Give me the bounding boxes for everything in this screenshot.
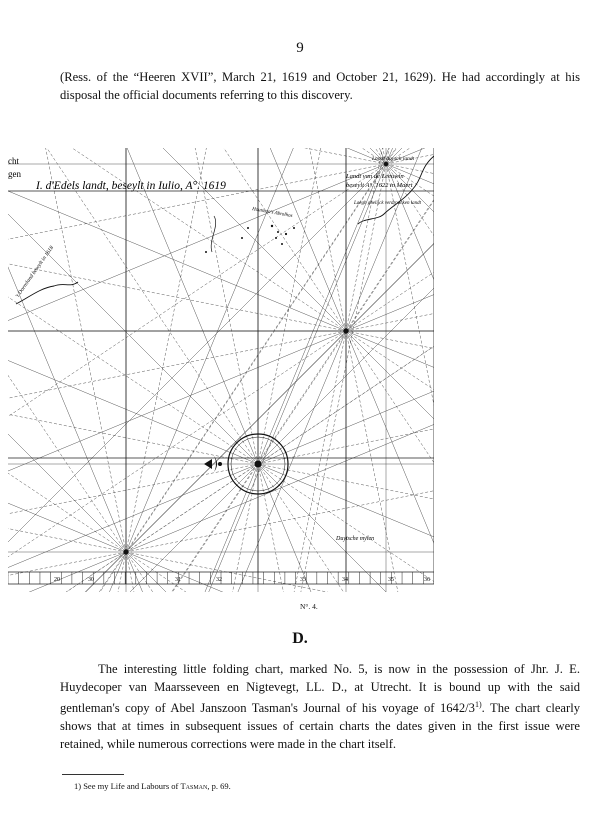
chart-figure [8,148,434,592]
rhumb-line [258,464,395,592]
footnote-suffix: , p. 69. [207,781,231,791]
rhumb-line [8,331,346,468]
main-paragraph-text-a: The interesting little folding chart, marked No. 5, is now in the possession of Jhr. J. E. Huydecoper van Maarsseveen en Nigtevegt, LL. D., at Utrecht. It is bound up with the said gentleman's copy of Abel Janszoon Tasman's Journal of his voyage of 1642/3 [60,662,580,716]
figure-caption: N°. 4. [300,602,318,611]
rhumb-line [8,148,386,164]
chart-title: I. d'Edels landt, beseylt in Iulio, A°. 1619 [36,180,226,192]
label-coast: 't Dorreland beseylt in 1618 [14,245,56,300]
grid-lines [8,148,434,584]
scale-number: 20 [54,577,60,583]
rhumb-line [209,148,346,331]
scale-number: 35 [388,577,394,583]
scale-number: 31 [175,577,181,583]
label-left-second: gen [8,169,21,179]
rhumb-line [121,148,258,464]
label-islands: Houtman's Abrolhos [251,207,293,220]
rhumb-line [346,331,434,468]
rhumb-line [8,464,258,592]
rhumb-line [8,464,258,592]
rhumb-line [8,464,258,592]
rhumb-line [8,148,386,164]
footnote-prefix: 1) See my Life and Labours of [74,781,179,791]
rhumb-line [8,164,386,553]
compass-rose-upper [344,329,349,334]
rhumb-line [8,331,346,592]
scale-number: 33 [300,577,306,583]
rhumb-line [8,164,386,592]
rhumb-line [8,284,126,552]
footnote [74,781,231,791]
rhumb-line [8,148,386,164]
label-right-1: Landt van de Leeuwin [346,173,404,180]
rhumb-line [8,148,386,164]
label-miles: Duytsche mylen [336,536,375,542]
label-right-3: Laegh ghelijck verdroncken landt [354,201,421,206]
rhumb-line [8,464,258,592]
rhumb-line [8,148,126,552]
rhumb-line [249,148,386,164]
scale-number: 36 [424,577,430,583]
rhumb-line [8,331,346,592]
intro-paragraph: (Ress. of the “Heeren XVII”, March 21, 1619 and October 21, 1629). He had accordingly at his disposal the official documents referring to this discovery. [60,70,580,102]
rhumb-line [8,415,126,552]
reef-line [211,216,216,252]
rhumb-line [126,163,434,552]
rhumb-line [8,464,258,592]
label-top-right: Landt duysch landt [372,156,415,162]
rhumb-line [8,331,346,592]
rhumb-line [8,331,346,592]
rhumb-line [8,196,258,464]
rhumb-line [78,331,346,592]
rhumb-line [8,148,126,552]
rhumb-line [8,327,258,464]
main-paragraph [60,660,580,753]
footnote-rule [62,774,124,775]
rhumb-line [258,148,395,464]
rhumb-line [8,464,258,592]
compass-rose-top-right [384,162,388,166]
label-right-2: beseylt A°. 1622 in Maert [346,182,413,189]
rhumb-line [209,331,346,592]
islands [205,225,295,253]
compass-rose-lower [124,550,129,555]
section-heading: D. [292,630,308,647]
footnote-name: Tasman [180,781,208,791]
page-number: 9 [296,40,304,56]
rhumb-line [8,148,126,552]
rhumb-line [346,331,434,592]
rhumb-line [121,464,258,592]
rhumb-line [8,164,386,592]
rhumb-line [126,148,434,552]
scale-number: 34 [342,577,348,583]
rhumb-line [8,148,126,552]
rhumb-line [8,164,386,432]
rhumb-line [8,194,346,331]
rhumb-line [346,194,434,331]
main-paragraph-text-b: . The chart clearly shows that at times in subsequent issues of certain charts the dates given in the first issue were retained, while numerous corrections were made in the chart itself. [60,701,580,752]
rhumb-lines [8,148,434,592]
rhumb-line [126,148,263,552]
rhumb-line [126,284,434,552]
label-left-top: cht [8,156,19,166]
scale-number: 30 [88,577,94,583]
scale-number: 32 [216,577,222,583]
footnote-reference: 1) [474,700,482,709]
rhumb-line [8,148,386,164]
rhumb-line [126,148,434,552]
